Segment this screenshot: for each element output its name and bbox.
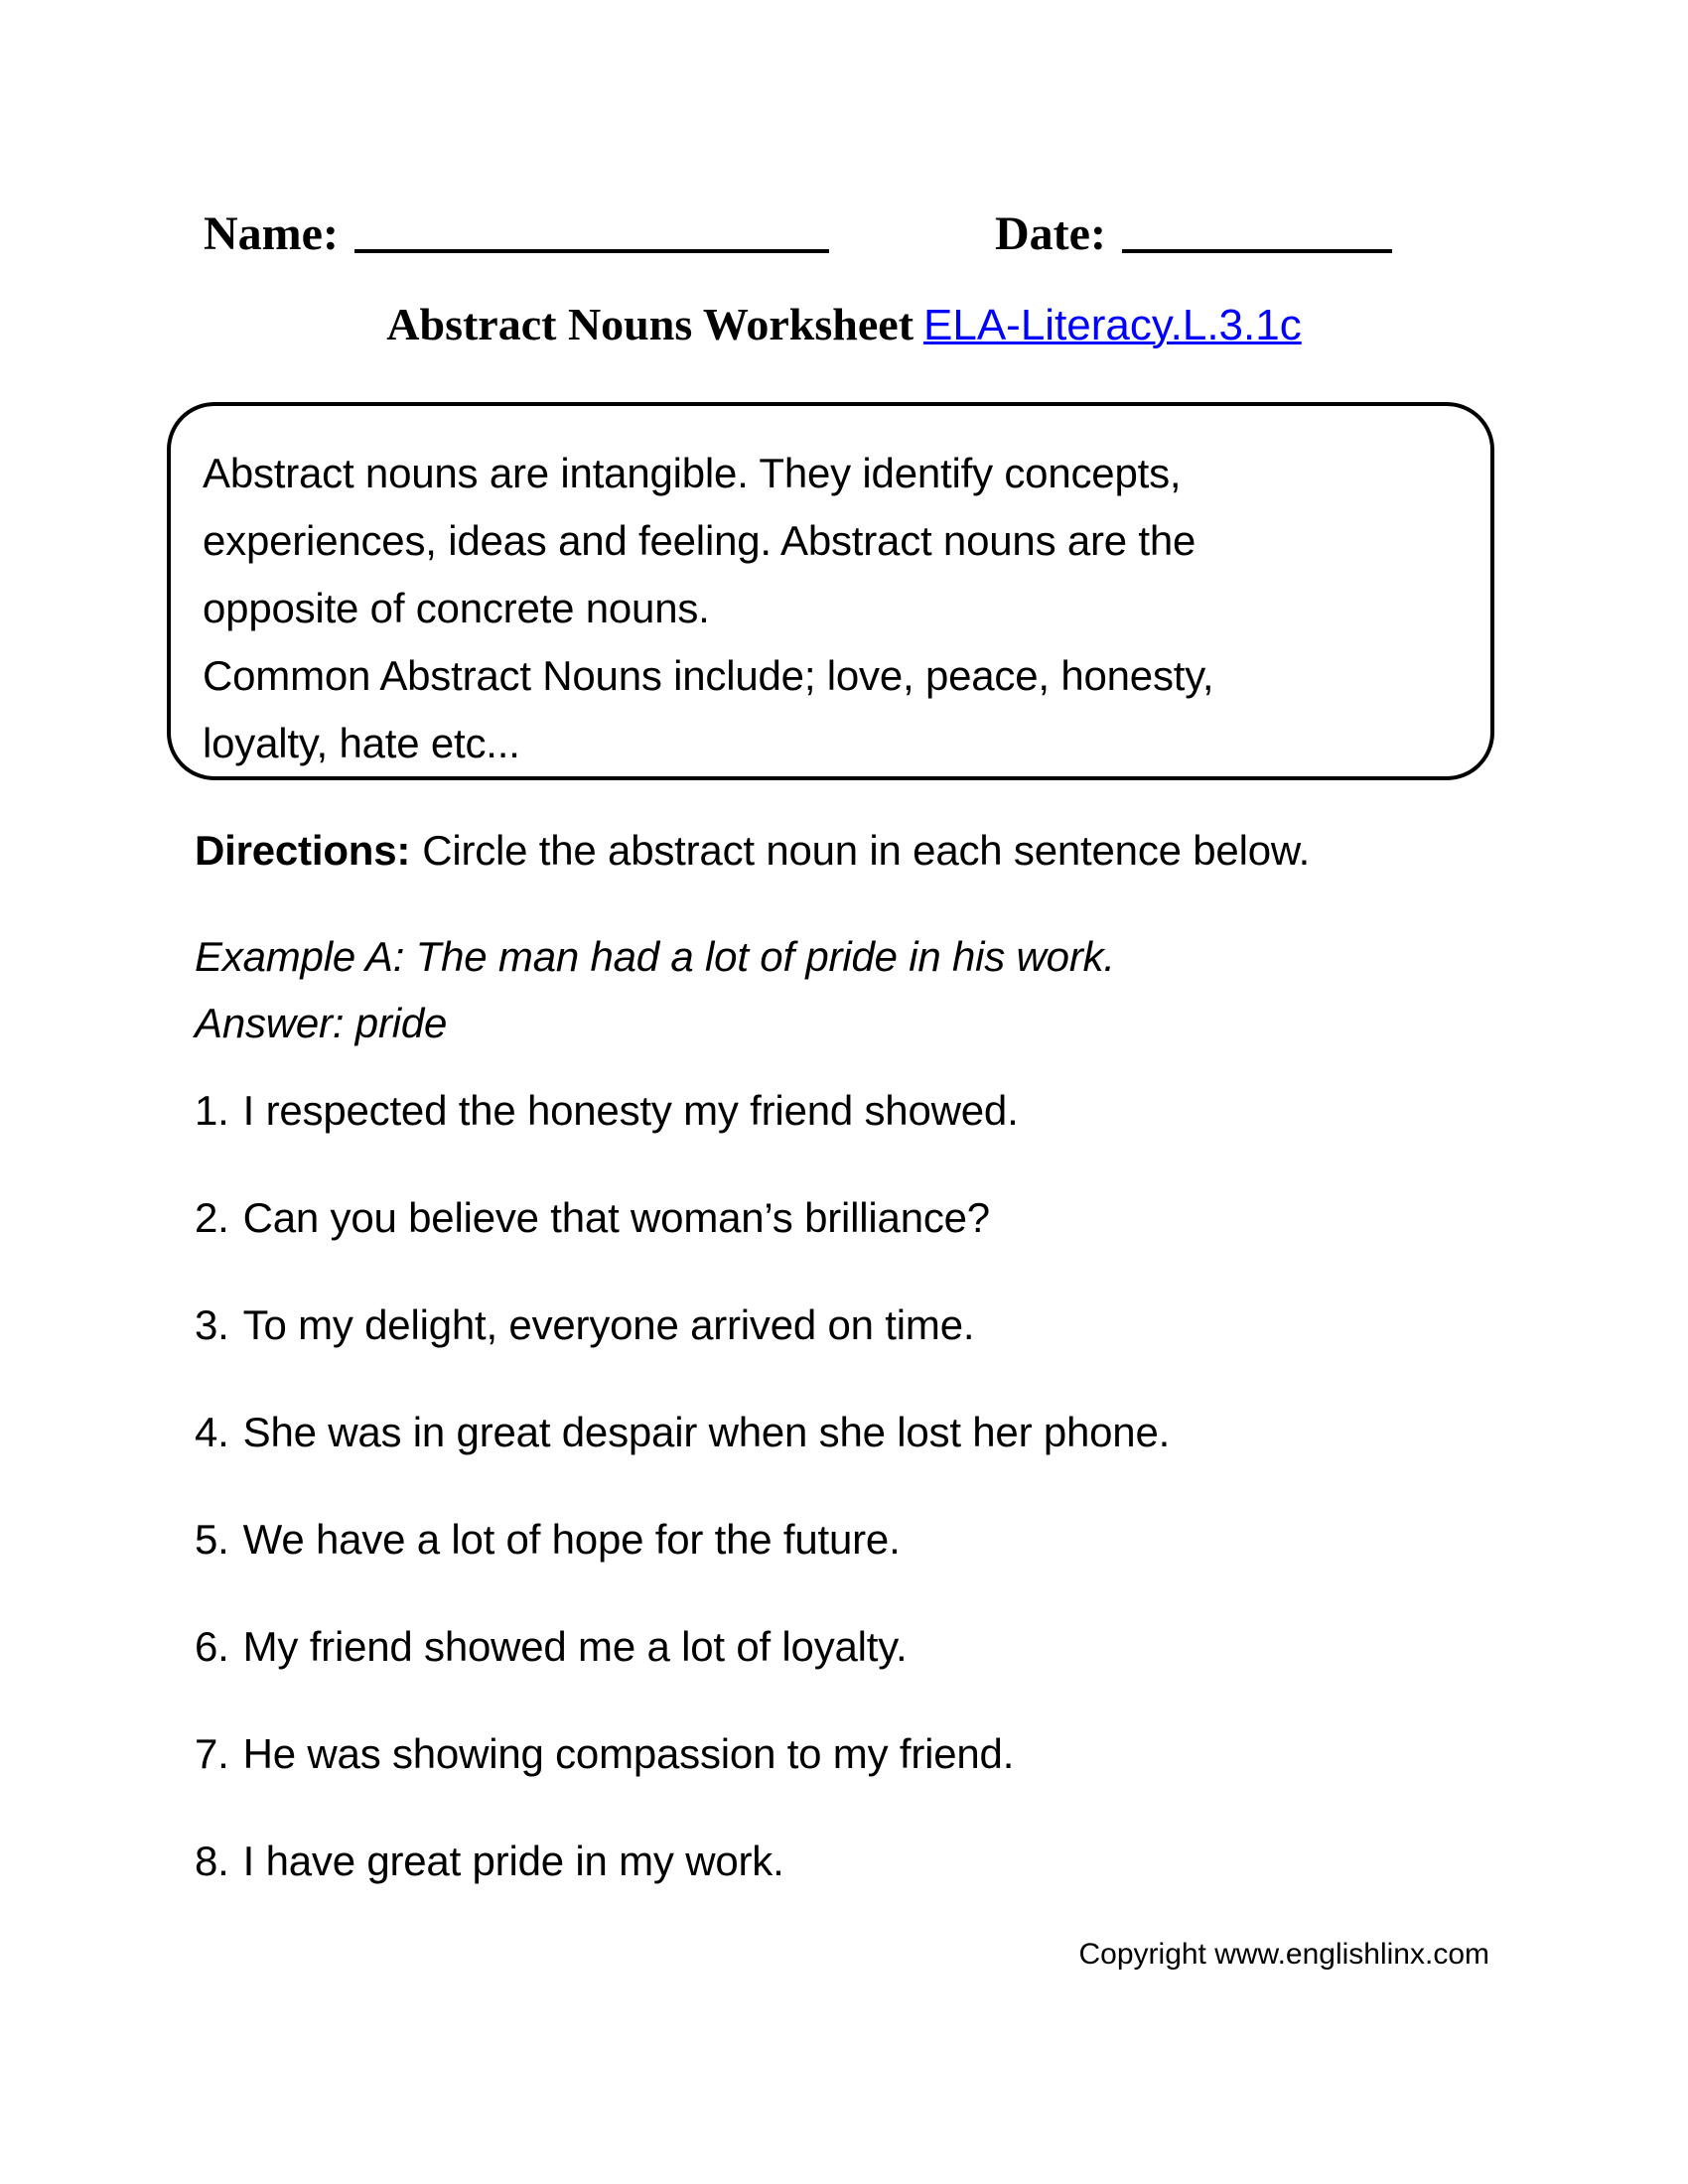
page-title: Abstract Nouns Worksheet (386, 299, 914, 349)
copyright-text: Copyright www.englishlinx.com (1078, 1938, 1489, 1971)
directions-text: Circle the abstract noun in each sentence below. (422, 827, 1311, 874)
directions-label: Directions: (195, 827, 411, 874)
date-field-group (995, 206, 1392, 261)
question-text: He was showing compassion to my friend. (242, 1730, 1015, 1777)
question-number: 8. (195, 1838, 229, 1884)
question-item (195, 1730, 1170, 1778)
question-text: We have a lot of hope for the future. (242, 1516, 901, 1563)
date-label: Date: (995, 207, 1106, 260)
question-number: 5. (195, 1516, 229, 1563)
name-label: Name: (204, 207, 339, 260)
question-number: 6. (195, 1623, 229, 1670)
name-field-group (204, 206, 829, 261)
definition-box (167, 402, 1494, 780)
definition-line: opposite of concrete nouns. (203, 585, 710, 631)
question-number: 2. (195, 1194, 229, 1241)
question-text: My friend showed me a lot of loyalty. (242, 1623, 908, 1670)
question-text: Can you believe that woman’s brilliance? (242, 1194, 990, 1241)
standard-link[interactable]: ELA-Literacy.L.3.1c (923, 301, 1302, 349)
title-row (0, 298, 1688, 350)
example-block (195, 923, 1115, 1056)
question-item (195, 1516, 1170, 1564)
definition-line: Abstract nouns are intangible. They identify concepts, (203, 450, 1182, 496)
definition-line: experiences, ideas and feeling. Abstract nouns are the (203, 517, 1196, 564)
question-number: 7. (195, 1730, 229, 1777)
definition-line: Common Abstract Nouns include; love, peace, honesty, (203, 652, 1214, 699)
question-item (195, 1409, 1170, 1456)
definition-line: loyalty, hate etc... (203, 720, 520, 766)
example-answer: Answer: pride (195, 1000, 448, 1046)
date-blank-line (1122, 249, 1392, 253)
question-text: I have great pride in my work. (242, 1838, 784, 1884)
question-item (195, 1194, 1170, 1242)
question-item (195, 1623, 1170, 1671)
question-item (195, 1301, 1170, 1349)
question-list (195, 1087, 1170, 1945)
question-number: 1. (195, 1087, 229, 1134)
question-item (195, 1087, 1170, 1135)
question-text: I respected the honesty my friend showed. (242, 1087, 1019, 1134)
name-blank-line (354, 249, 829, 253)
question-number: 4. (195, 1409, 229, 1455)
question-text: She was in great despair when she lost her phone. (242, 1409, 1171, 1455)
example-sentence: Example A: The man had a lot of pride in his work. (195, 933, 1115, 980)
question-number: 3. (195, 1301, 229, 1348)
question-item (195, 1838, 1170, 1885)
directions (195, 827, 1310, 875)
question-text: To my delight, everyone arrived on time. (242, 1301, 975, 1348)
